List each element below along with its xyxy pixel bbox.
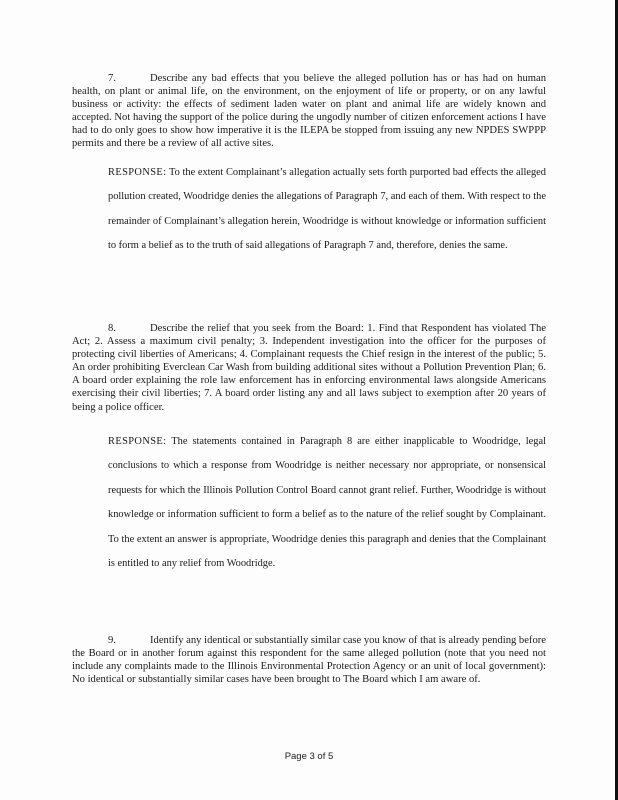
- response-7-label: RESPONSE:: [108, 167, 167, 178]
- paragraph-9-number: 9.: [108, 635, 116, 646]
- paragraph-8-text: Describe the relief that you seek from the Board: 1. Find that Respondent has violated The Act; 2. Assess a maximum civil penalty; 3. Independent investigation into the officer for the purposes of protecting civil liberties of Americans; 4. Complainant requests the Chief resign in the interest of the public; 5. An order prohibiting Everclean Car Wash from building additional sites without a Pollution Prevention Plan; 6. A board order explaining the role law enforcement has in enforcing environmental laws alongside Americans exercising their civil liberties; 7. A board order listing any and all laws subject to exemption after 20 years of being a police officer.: [72, 323, 546, 413]
- paragraph-9: [72, 634, 546, 686]
- paragraph-9-text: Identify any identical or substantially similar case you know of that is already pending before the Board or in another forum against this respondent for the same alleged pollution (note that you need not include any complaints made to the Illinois Environmental Protection Agency or an unit of local government): No identical or substantially similar cases have been brought to The Board which I am aware of.: [72, 635, 546, 686]
- paragraph-8-number: 8.: [108, 323, 116, 334]
- paragraph-8: [72, 322, 546, 414]
- response-8-text: The statements contained in Paragraph 8 are either inapplicable to Woodridge, legal conclusions to which a response from Woodridge is neither necessary nor appropriate, or nonsensical requests for which the Illinois Pollution Control Board cannot grant relief. Further, Woodridge is without knowledge or information sufficient to form a belief as to the nature of the relief sought by Complainant. To the extent an answer is appropriate, Woodridge denies this paragraph and denies that the Complainant is entitled to any relief from Woodridge.: [108, 436, 546, 570]
- response-8: [108, 430, 546, 576]
- response-8-label: RESPONSE:: [108, 436, 167, 447]
- paragraph-7: [72, 72, 546, 151]
- response-7-text: To the extent Complainant’s allegation actually sets forth purported bad effects the alleged pollution created, Woodridge denies the allegations of Paragraph 7, and each of them. With respect to the remainder of Complainant’s allegation herein, Woodridge is without knowledge or information sufficient to form a belief as to the truth of said allegations of Paragraph 7 and, therefore, denies the same.: [108, 167, 546, 252]
- response-7: [108, 161, 546, 259]
- page-number-footer: Page 3 of 5: [284, 751, 334, 762]
- paragraph-7-number: 7.: [108, 73, 116, 84]
- paragraph-7-text: Describe any bad effects that you believe the alleged pollution has or has had on human health, on plant or animal life, on the environment, on the enjoyment of life or property, or on any lawful business or activity: the effects of sediment laden water on plant and animal life are widely known and accepted. Not having the support of the police during the ungodly number of citizen enforcement actions I have had to do only goes to show how imperative it is the ILEPA be stopped from issuing any new NPDES SWPPP permits and there be a review of all active sites.: [72, 73, 546, 150]
